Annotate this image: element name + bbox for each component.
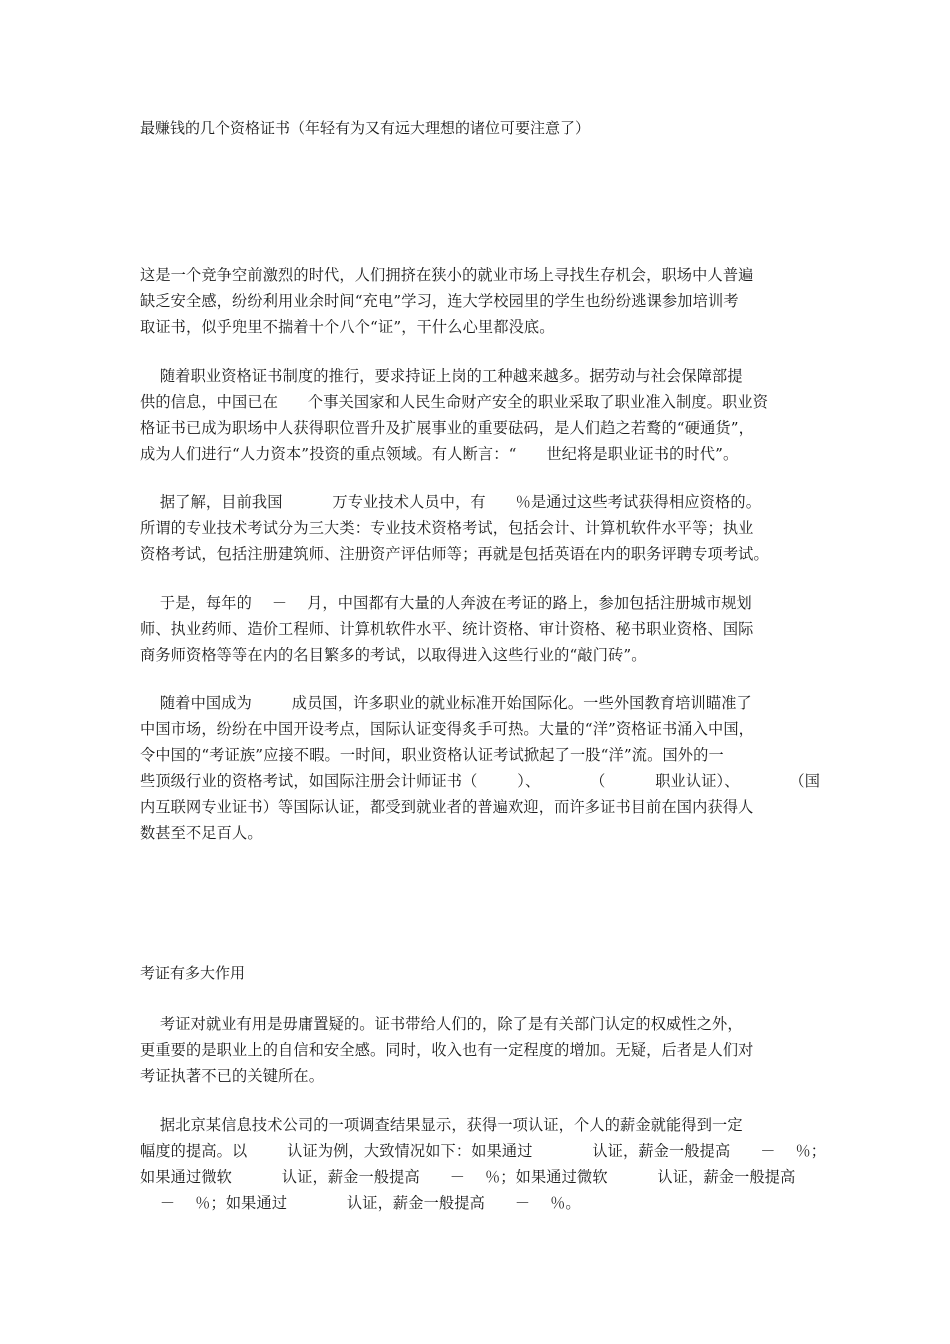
paragraph-usefulness xyxy=(140,1011,820,1089)
text-line: 商务师资格等等在内的名目繁多的考试，以取得进入这些行业的“敲门砖”。 xyxy=(140,646,647,664)
text-line: 据北京某信息技术公司的一项调查结果显示，获得一项认证，个人的薪金就能得到一定 xyxy=(140,1116,743,1134)
text-line: 随着中国成为 成员国，许多职业的就业标准开始国际化。一些外国教育培训瞄准了 xyxy=(140,694,752,712)
text-line: 内互联网专业证书）等国际认证，都受到就业者的普遍欢迎，而许多证书目前在国内获得人 xyxy=(140,798,754,816)
paragraph-exam-categories xyxy=(140,489,820,567)
paragraph-certification-system xyxy=(140,363,820,467)
text-line: 数甚至不足百人。 xyxy=(140,824,263,842)
text-line: 中国市场，纷纷在中国开设考点，国际认证变得炙手可热。大量的“洋”资格证书涌入中国， xyxy=(140,720,754,738)
text-line: 考证对就业有用是毋庸置疑的。证书带给人们的，除了是有关部门认定的权威性之外， xyxy=(140,1015,743,1033)
section-heading: 考证有多大作用 xyxy=(140,964,246,982)
text-line: 所谓的专业技术考试分为三大类：专业技术资格考试，包括会计、计算机软件水平等；执业 xyxy=(140,519,754,537)
text-line: 取证书，似乎兜里不揣着十个八个“证”，干什么心里都没底。 xyxy=(140,318,555,336)
paragraph-international-certs xyxy=(140,690,820,846)
text-line: 格证书已成为职场中人获得职位晋升及扩展事业的重要砝码，是人们趋之若鹜的“硬通货”， xyxy=(140,419,754,437)
text-line: 这是一个竞争空前激烈的时代，人们拥挤在狭小的就业市场上寻找生存机会，职场中人普遍 xyxy=(140,266,754,284)
text-line: 供的信息，中国已在 个事关国家和人民生命财产安全的职业采取了职业准入制度。职业资 xyxy=(140,393,769,411)
text-line: 成为人们进行“人力资本”投资的重点领域。有人断言：“ 世纪将是职业证书的时代”。 xyxy=(140,445,739,463)
text-line: 幅度的提高。以 认证为例，大致情况如下：如果通过 认证，薪金一般提高 － ％； xyxy=(140,1142,827,1160)
paragraph-salary-survey xyxy=(140,1112,827,1216)
text-line: 随着职业资格证书制度的推行，要求持证上岗的工种越来越多。据劳动与社会保障部提 xyxy=(140,367,743,385)
text-line: 考证执著不已的关键所在。 xyxy=(140,1067,325,1085)
paragraph-annual-exams xyxy=(140,590,820,668)
text-line: 些顶级行业的资格考试，如国际注册会计师证书（ ）、 （ 职业认证）、 （国 xyxy=(140,772,821,790)
text-line: 令中国的“考证族”应接不暇。一时间，职业资格认证考试掀起了一股“洋”流。国外的一 xyxy=(140,746,724,764)
text-line: 如果通过微软 认证，薪金一般提高 － ％；如果通过微软 认证，薪金一般提高 xyxy=(140,1168,796,1186)
text-line: － ％；如果通过 认证，薪金一般提高 － ％。 xyxy=(140,1194,581,1212)
text-line: 师、执业药师、造价工程师、计算机软件水平、统计资格、审计资格、秘书职业资格、国际 xyxy=(140,620,754,638)
text-line: 资格考试，包括注册建筑师、注册资产评估师等；再就是包括英语在内的职务评聘专项考试。 xyxy=(140,545,769,563)
document-title: 最赚钱的几个资格证书（年轻有为又有远大理想的诸位可要注意了） xyxy=(140,119,591,137)
paragraph-competition xyxy=(140,262,820,340)
text-line: 于是，每年的 － 月，中国都有大量的人奔波在考证的路上，参加包括注册城市规划 xyxy=(140,594,752,612)
text-line: 缺乏安全感，纷纷利用业余时间“充电”学习，连大学校园里的学生也纷纷逃课参加培训考 xyxy=(140,292,739,310)
text-line: 更重要的是职业上的自信和安全感。同时，收入也有一定程度的增加。无疑，后者是人们对 xyxy=(140,1041,754,1059)
text-line: 据了解，目前我国 万专业技术人员中，有 ％是通过这些考试获得相应资格的。 xyxy=(140,493,762,511)
